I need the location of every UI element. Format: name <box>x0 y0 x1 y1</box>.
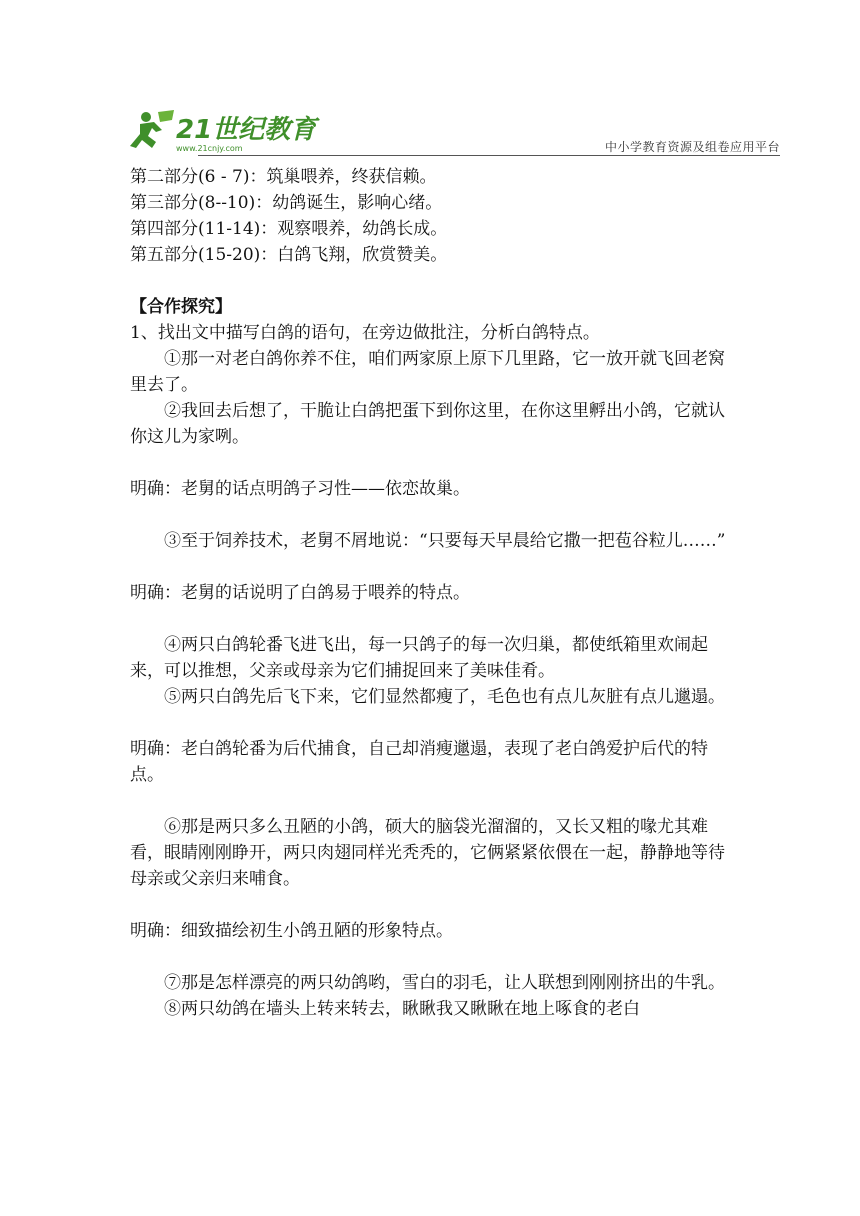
quote-3: ③至于饲养技术，老舅不屑地说：“只要每天早晨给它撒一把苞谷粒儿……” <box>164 531 726 551</box>
quote-6: ⑥那是两只多么丑陋的小鸽，硕大的脑袋光溜溜的，又长又粗的喙尤其难看，眼睛刚刚睁开，两只肉翅同样光秃秃的，它俩紧紧依偎在一起，静静地等待母亲或父亲归来哺食。 <box>130 817 725 889</box>
part-3: 第三部分(8--10)：幼鸽诞生，影响心绪。 <box>130 193 443 213</box>
part-2: 第二部分(6 - 7)：筑巢喂养，终获信赖。 <box>130 167 437 187</box>
quote-7: ⑦那是怎样漂亮的两只幼鸽哟，雪白的羽毛，让人联想到刚刚挤出的牛乳。 <box>164 973 725 993</box>
document-body <box>130 164 730 1022</box>
platform-label: 中小学教育资源及组卷应用平台 <box>604 140 780 154</box>
header-rule <box>198 155 780 156</box>
quote-8: ⑧两只幼鸽在墙头上转来转去，瞅瞅我又瞅瞅在地上啄食的老白 <box>164 999 640 1019</box>
quote-4: ④两只白鸽轮番飞进飞出，每一只鸽子的每一次归巢，都使纸箱里欢闹起来，可以推想，父亲或母亲为它们捕捉回来了美味佳肴。 <box>130 635 708 681</box>
logo-url: www.21cnjy.com <box>176 144 243 153</box>
quote-1: ①那一对老白鸽你养不住，咱们两家原上原下几里路，它一放开就飞回老窝里去了。 <box>130 349 725 395</box>
answer-3: 明确：老白鸽轮番为后代捕食，自己却消瘦邋遢，表现了老白鸽爱护后代的特点。 <box>130 739 708 785</box>
page-header <box>128 108 780 158</box>
answer-1: 明确：老舅的话点明鸽子习性——依恋故巢。 <box>130 479 470 499</box>
part-5: 第五部分(15-20)：白鸽飞翔，欣赏赞美。 <box>130 245 448 265</box>
quote-2: ②我回去后想了，干脆让白鸽把蛋下到你这里，在你这里孵出小鸽，它就认你这儿为家咧。 <box>130 401 725 447</box>
part-4: 第四部分(11-14)：观察喂养，幼鸽长成。 <box>130 219 448 239</box>
question-1: 1、找出文中描写白鸽的语句，在旁边做批注，分析白鸽特点。 <box>130 323 600 343</box>
logo-text: 21世纪教育 <box>176 115 317 145</box>
answer-4: 明确：细致描绘初生小鸽丑陋的形象特点。 <box>130 921 453 941</box>
logo-21cnjy <box>128 108 328 154</box>
section-heading: 【合作探究】 <box>130 297 232 317</box>
answer-2: 明确：老舅的话说明了白鸽易于喂养的特点。 <box>130 583 470 603</box>
quote-5: ⑤两只白鸽先后飞下来，它们显然都瘦了，毛色也有点儿灰脏有点儿邋遢。 <box>164 687 725 707</box>
